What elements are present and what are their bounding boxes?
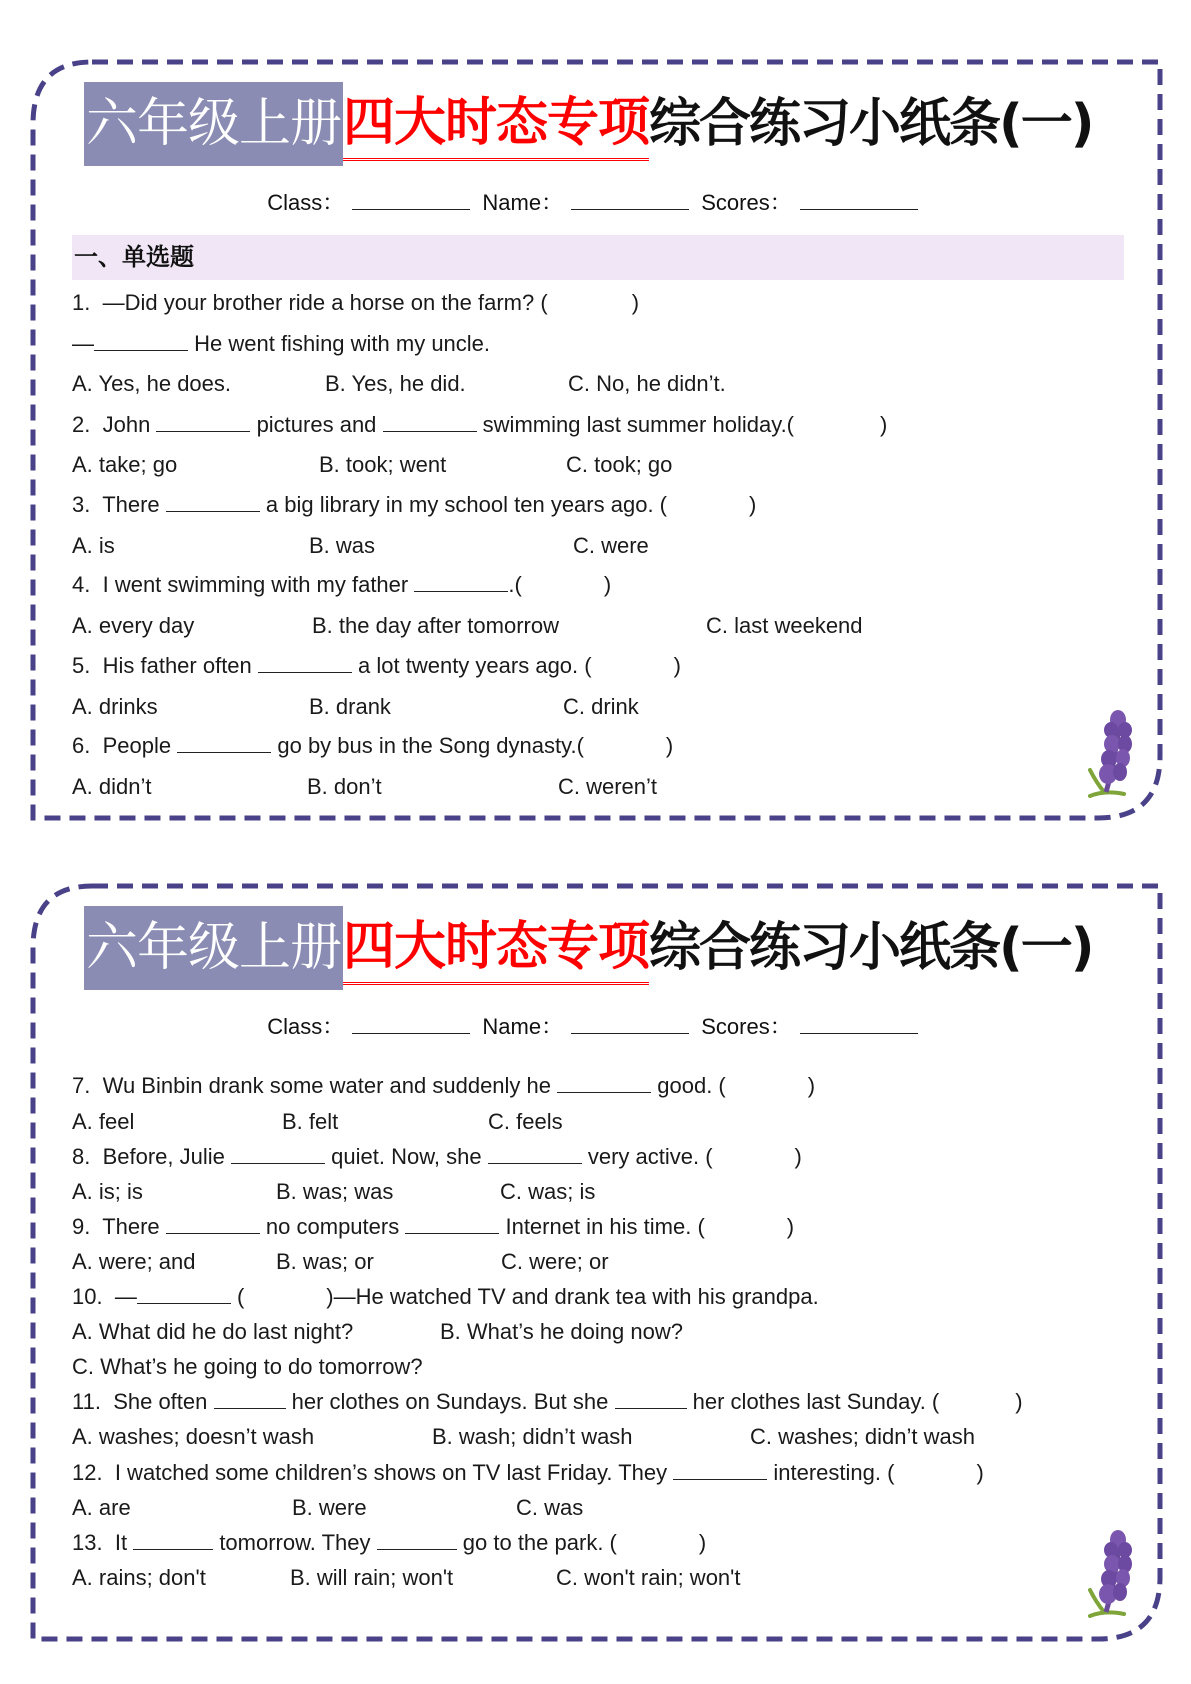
option-b[interactable]: B. will rain; won't (290, 1565, 454, 1590)
title-rest: 综合练习小纸条(一) (649, 918, 1093, 978)
question-8: 8. Before, Julie quiet. Now, she very active. ( ) (72, 1144, 802, 1169)
option-c[interactable]: C. was (516, 1495, 584, 1520)
option-c[interactable]: C. drink (563, 694, 639, 719)
answer-blank[interactable] (166, 492, 260, 512)
answer-blank[interactable] (557, 1073, 651, 1093)
option-b[interactable]: B. drank (309, 694, 391, 719)
section-heading: 一、单选题 (72, 235, 1124, 280)
option-b[interactable]: B. the day after tomorrow (312, 613, 559, 638)
title-topic: 四大时态专项 (343, 912, 649, 985)
page-title (84, 906, 1093, 990)
option-a[interactable]: A. is (72, 533, 115, 558)
answer-blank[interactable] (166, 1214, 260, 1234)
question-13: 13. It tomorrow. They go to the park. ( ) (72, 1530, 707, 1555)
class-field[interactable] (352, 192, 470, 210)
answer-blank[interactable] (377, 1530, 457, 1550)
question-7-options (72, 1107, 1072, 1137)
question-10: 10. — ( )—He watched TV and drank tea with his grandpa. (72, 1284, 819, 1309)
question-10-options (72, 1317, 1072, 1347)
page-title (84, 82, 1093, 166)
lavender-sprig-icon (1080, 706, 1140, 802)
question-3-options (72, 531, 1072, 561)
option-c[interactable]: C. were; or (501, 1249, 609, 1274)
option-b[interactable]: B. was; was (276, 1179, 394, 1204)
question-9: 9. There no computers Internet in his time. ( ) (72, 1214, 795, 1239)
scores-label: Scores： (701, 190, 792, 215)
option-c[interactable]: C. were (573, 533, 649, 558)
question-7: 7. Wu Binbin drank some water and suddenly he good. ( ) (72, 1073, 816, 1098)
option-b[interactable]: B. was (309, 533, 376, 558)
option-b[interactable]: B. took; went (319, 452, 447, 477)
answer-blank[interactable] (673, 1460, 767, 1480)
option-c[interactable]: C. last weekend (706, 613, 863, 638)
answer-blank[interactable] (488, 1144, 582, 1164)
answer-blank[interactable] (94, 331, 188, 351)
question-12: 12. I watched some children’s shows on TV last Friday. They interesting. ( ) (72, 1460, 984, 1485)
student-info-line (0, 186, 1191, 217)
option-b[interactable]: B. Yes, he did. (325, 371, 466, 396)
worksheet-card-2 (0, 820, 1191, 1684)
class-label: Class： (267, 190, 345, 215)
option-a[interactable]: A. didn’t (72, 774, 152, 799)
answer-blank[interactable] (156, 412, 250, 432)
option-a[interactable]: A. drinks (72, 694, 158, 719)
question-5-options (72, 692, 1072, 722)
answer-blank[interactable] (615, 1389, 687, 1409)
student-info-line (0, 1010, 1191, 1041)
question-1-line-2: — He went fishing with my uncle. (72, 331, 491, 356)
class-label: Class： (267, 1014, 345, 1039)
option-c[interactable]: C. No, he didn’t. (568, 371, 726, 396)
answer-blank[interactable] (405, 1214, 499, 1234)
answer-blank[interactable] (414, 572, 508, 592)
option-a[interactable]: A. are (72, 1495, 131, 1520)
question-10-options-2 (72, 1352, 1072, 1382)
option-b[interactable]: B. felt (282, 1109, 339, 1134)
option-c[interactable]: C. won't rain; won't (556, 1565, 741, 1590)
question-3: 3. There a big library in my school ten years ago. ( ) (72, 492, 757, 517)
option-b[interactable]: B. don’t (307, 774, 382, 799)
option-c[interactable]: C. feels (488, 1109, 563, 1134)
title-grade: 六年级上册 (84, 82, 343, 166)
option-a[interactable]: A. rains; don't (72, 1565, 206, 1590)
question-2-options (72, 450, 1072, 480)
answer-paren-close: ) (631, 290, 640, 315)
question-4-options (72, 611, 1072, 641)
title-topic: 四大时态专项 (343, 88, 649, 161)
answer-blank[interactable] (214, 1389, 286, 1409)
option-a[interactable]: A. take; go (72, 452, 178, 477)
answer-blank[interactable] (383, 412, 477, 432)
option-b[interactable]: B. wash; didn’t wash (432, 1424, 633, 1449)
answer-blank[interactable] (133, 1530, 213, 1550)
question-5: 5. His father often a lot twenty years ago. ( ) (72, 653, 681, 678)
option-a[interactable]: A. every day (72, 613, 195, 638)
class-field[interactable] (352, 1016, 470, 1034)
option-b[interactable]: B. were (292, 1495, 367, 1520)
option-a[interactable]: A. is; is (72, 1179, 143, 1204)
question-4: 4. I went swimming with my father .( ) (72, 572, 612, 597)
question-8-options (72, 1177, 1072, 1207)
option-a[interactable]: A. were; and (72, 1249, 196, 1274)
lavender-sprig-icon (1080, 1526, 1140, 1622)
option-a[interactable]: A. What did he do last night? (72, 1319, 354, 1344)
question-9-options (72, 1247, 1072, 1277)
option-a[interactable]: A. washes; doesn’t wash (72, 1424, 315, 1449)
title-grade: 六年级上册 (84, 906, 343, 990)
question-11: 11. She often her clothes on Sundays. But she her clothes last Sunday. ( ) (72, 1389, 1023, 1414)
answer-blank[interactable] (177, 733, 271, 753)
scores-field[interactable] (800, 1016, 918, 1034)
scores-label: Scores： (701, 1014, 792, 1039)
title-rest: 综合练习小纸条(一) (649, 94, 1093, 154)
option-c[interactable]: C. was; is (500, 1179, 596, 1204)
option-b[interactable]: B. was; or (276, 1249, 374, 1274)
name-field[interactable] (571, 192, 689, 210)
option-c[interactable]: C. What’s he going to do tomorrow? (72, 1354, 423, 1379)
answer-blank[interactable] (258, 653, 352, 673)
question-11-options (72, 1422, 1072, 1452)
option-c[interactable]: C. weren’t (558, 774, 658, 799)
answer-blank[interactable] (137, 1284, 231, 1304)
option-c[interactable]: C. washes; didn’t wash (750, 1424, 975, 1449)
answer-blank[interactable] (231, 1144, 325, 1164)
question-1-options (72, 369, 1072, 399)
name-label: Name： (482, 1014, 564, 1039)
name-field[interactable] (571, 1016, 689, 1034)
question-13-options (72, 1563, 1072, 1593)
question-6-options (72, 772, 1072, 802)
question-1: 1. —Did your brother ride a horse on the farm? ( ) (72, 290, 640, 315)
option-b[interactable]: B. What’s he doing now? (440, 1319, 683, 1344)
question-6: 6. People go by bus in the Song dynasty.( ) (72, 733, 674, 758)
question-2: 2. John pictures and swimming last summer holiday.( ) (72, 412, 888, 437)
option-a[interactable]: A. feel (72, 1109, 135, 1134)
name-label: Name： (482, 190, 564, 215)
option-c[interactable]: C. took; go (566, 452, 673, 477)
option-a[interactable]: A. Yes, he does. (72, 371, 232, 396)
scores-field[interactable] (800, 192, 918, 210)
question-12-options (72, 1493, 1072, 1523)
